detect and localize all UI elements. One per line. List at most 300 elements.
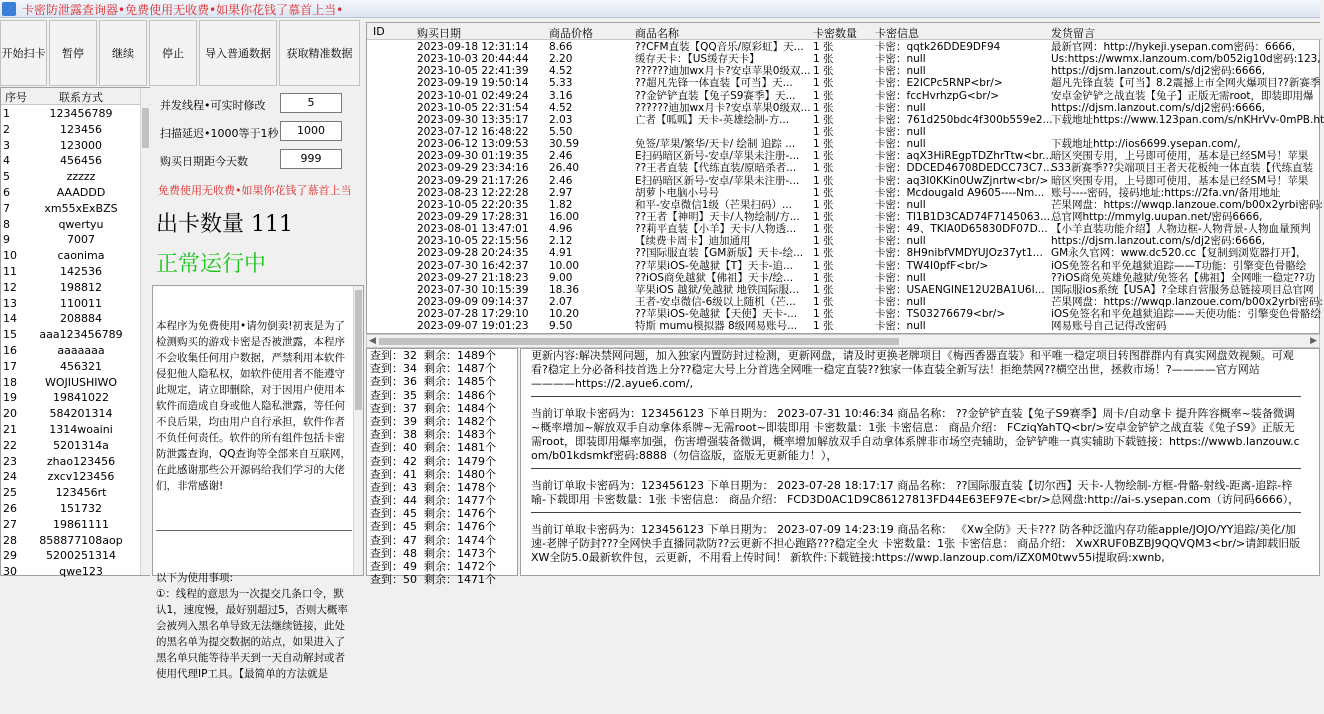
cell-quantity: 1 张 [813,162,834,175]
remaining-count: 剩余：1472个 [424,560,496,573]
row-contact: 151732 [60,501,102,515]
cell-card-info: 卡密：DDCED46708DEDCC73C7... [875,162,1053,175]
threads-input[interactable]: 5 [280,93,342,113]
notes-divider [156,530,352,531]
remaining-count: 剩余：1484个 [424,401,496,415]
found-count: 查到：43 [370,480,417,494]
cell-product: ??王者直装【代练直装/原暗杀者... [635,162,797,175]
row-index: 16 [3,343,17,357]
row-contact: caonima [57,249,105,263]
row-contact: 123456rt [55,486,107,500]
cell-date: 2023-09-19 19:50:14 [417,77,529,90]
column-header-date[interactable]: 购买日期 [417,27,461,40]
table-row[interactable] [367,41,1321,53]
list-item [367,494,517,507]
cell-card-info: 卡密：null [875,235,926,248]
cell-price: 18.36 [549,283,580,296]
row-contact: 208884 [60,312,102,326]
cell-date: 2023-09-30 13:35:17 [417,113,529,126]
table-row[interactable] [1,327,141,343]
cell-message: Us:https://wwmx.lanzoum.com/b052ig10d密码:123, [1051,53,1321,66]
row-index: 29 [3,549,17,563]
cell-product: ??iOS商免越狱【佛祖】天卡/绘... [635,271,794,284]
cell-message: GM永久官网：www.dc520.cc【复制到浏览器打开】， [1051,247,1307,260]
notes-panel[interactable] [152,285,364,680]
pause-button[interactable]: 暂停 [49,20,97,86]
cell-date: 2023-09-09 09:14:37 [417,295,529,308]
cell-date: 2023-06-12 13:09:53 [417,138,529,151]
column-header-index[interactable]: 序号 [5,91,27,104]
cell-quantity: 1 张 [813,174,834,187]
cell-message: https://djsm.lanzout.com/s/dj2密码:6666, [1051,235,1266,248]
table-row[interactable] [367,223,1321,235]
cell-date: 2023-07-12 16:48:22 [417,125,529,138]
cell-card-info: 卡密：USAENGINE12U2BA1U6I... [875,283,1045,296]
list-item [367,415,517,428]
table-row[interactable] [367,260,1321,272]
remaining-count: 剩余：1482个 [424,414,496,428]
cell-card-info: 卡密：null [875,53,926,66]
cell-price: 4.96 [549,223,573,236]
found-count: 查到：47 [370,533,417,547]
row-index: 7 [3,201,10,215]
cell-price: 5.33 [549,77,573,90]
cell-date: 2023-10-05 22:20:35 [417,198,529,211]
table-row[interactable] [367,90,1321,102]
scroll-right-icon[interactable]: ▶ [1310,336,1317,346]
cell-card-info: 卡密：fccHvrhzpG<br/> [875,89,1000,102]
settings-panel [152,87,364,287]
table-row[interactable] [367,320,1321,332]
cell-message: S33新赛季??尖端项目王者天花板纯一体直装【代练直装 [1051,162,1314,175]
found-count: 查到：40 [370,441,417,455]
cell-message: 暗区突围专用，上号即可使用，基本是已经SM号！苹果 [1051,150,1309,163]
cell-quantity: 1 张 [813,150,834,163]
column-header-price[interactable]: 商品价格 [549,27,593,40]
notes-paragraph-disclaimer: 本程序为免费使用•请勿倒卖!初衷是为了检测购买的游戏卡密是否被泄露，本程序不会收集任何用户数据，严禁利用本软件侵犯他人隐私权，如软件使用者不能遵守此规定，请立即删除，对于因用户使用本软件而造成自身或他人隐私泄露，等任何不良后果，均由用户自行承担，软件作者不负任何责任。软件的所有组件包括卡密防泄露查询，QQ查询等全部来自互联网，在此感谢那些公开源码给我们学习的大佬们，非常感谢! [156,320,352,492]
cell-card-info: 卡密：null [875,125,926,138]
scrollbar-thumb[interactable] [355,290,362,410]
start-scan-button[interactable]: 开始扫卡 [0,20,47,86]
card-count: 出卡数量 111 [156,212,293,237]
remaining-count: 剩余：1487个 [424,362,496,376]
cell-product: ??苹果iOS-免越狱【天使】天卡-... [635,308,798,321]
cell-quantity: 1 张 [813,210,834,223]
table-row[interactable] [367,199,1321,211]
table-row[interactable] [367,162,1321,174]
orders-horizontal-scrollbar[interactable] [366,334,1320,348]
table-row[interactable] [367,211,1321,223]
table-row[interactable] [367,235,1321,247]
cell-quantity: 1 张 [813,101,834,114]
cell-message: 下载地址https://www.123pan.com/s/nKHrVv-0mPB.ht [1051,113,1324,126]
table-row[interactable] [1,564,141,580]
table-row[interactable] [1,438,141,454]
row-contact: 142536 [60,264,102,278]
cell-price: 2.03 [549,113,573,126]
cell-card-info: 卡密：qqtk26DDE9DF94 [875,41,1001,53]
table-row[interactable] [1,343,141,359]
table-row[interactable] [1,454,141,470]
cell-message: 最新官网：http://hykeji.ysepan.com密码：6666, [1051,41,1296,53]
orders-table-body [367,41,1324,333]
cell-quantity: 1 张 [813,295,834,308]
cell-product: 王者-安卓微信-6级以上随机（芒... [635,295,796,308]
table-row[interactable] [1,106,141,122]
list-item [367,560,517,573]
cell-price: 2.20 [549,53,573,66]
progress-log[interactable] [366,348,518,587]
table-row[interactable] [367,138,1321,150]
cell-card-info: 卡密：Mcdougald A9605----Nm... [875,186,1045,199]
cell-card-info: 卡密：TW4I0pfF<br/> [875,259,989,272]
row-contact: 19861111 [53,517,109,531]
scroll-left-icon[interactable]: ◀ [369,336,376,346]
cell-price: 2.46 [549,150,573,163]
table-row[interactable] [367,150,1321,162]
cell-date: 2023-09-29 17:28:31 [417,210,529,223]
remaining-count: 剩余：1480个 [424,467,496,481]
cell-message: iOS免签名和平免越狱追踪——天使功能：引擎变色骨骼绘 [1051,308,1321,321]
order-entry: 当前订单取卡密码为：123456123 下单日期为： 2023-07-09 14:23:19 商品名称： 《Xw全防》天卡??? 防各种泛滥内存功能apple/JOJO/YY追踪/美化/加速-老牌子防封???全网快手直播同款防??云更新不担心跑路???稳定全火 卡密数量：1张 卡密信息： 商品介绍： XwXRUF0BZBJ9QQVQM3<br/>请卸载旧版XW全防5.0最新软件包，云更新，不用看上传时间！ 新软件:下载链接:https://wwp.lanzoup.com/iZX0M0twv55i提取码:xwnb, [531,523,1301,564]
table-row[interactable] [367,296,1321,308]
cell-quantity: 1 张 [813,113,834,126]
notes-text [156,286,352,714]
row-index: 30 [3,565,17,579]
table-row[interactable] [1,469,141,485]
list-item [367,481,517,494]
row-contact: AAADDD [56,185,106,199]
table-row[interactable] [367,175,1321,187]
title-bar [0,0,1320,18]
found-count: 查到：37 [370,401,417,415]
row-index: 24 [3,470,17,484]
cell-message: 下载地址http://ios6699.ysepan.com/, [1051,138,1241,151]
cell-quantity: 1 张 [813,77,834,90]
result-log[interactable] [520,348,1320,576]
orders-table-header [367,23,1321,40]
table-row[interactable] [1,359,141,375]
row-contact: 198812 [60,280,102,294]
cell-quantity: 1 张 [813,259,834,272]
table-row[interactable] [1,422,141,438]
table-row[interactable] [1,169,141,185]
cell-quantity: 1 张 [813,223,834,236]
table-row[interactable] [1,280,141,296]
list-item [367,534,517,547]
list-item [367,349,517,362]
cell-date: 2023-07-30 16:42:37 [417,259,529,272]
scrollbar-thumb[interactable] [142,108,149,148]
log-divider [531,468,1301,469]
table-row[interactable] [1,138,141,154]
list-item [367,455,517,468]
remaining-count: 剩余：1483个 [424,428,496,442]
row-contact: 123000 [60,138,102,152]
found-count: 查到：45 [370,507,417,521]
table-row[interactable] [1,501,141,517]
cell-price: 2.07 [549,295,573,308]
table-row[interactable] [1,533,141,549]
row-contact: 110011 [60,296,102,310]
cell-date: 2023-07-28 17:29:10 [417,308,529,321]
row-contact: qwertyu [58,217,104,231]
cell-product: ??超凡先锋一体直装【可当】天... [635,77,793,90]
contact-list-body [1,106,141,580]
row-contact: aaa123456789 [39,328,123,342]
cell-product: 和平-安卓微信1级（芒果扫码）... [635,198,792,211]
cell-price: 9.50 [549,320,573,333]
remaining-count: 剩余：1471个 [424,573,496,587]
row-contact: 123456 [60,122,102,136]
remaining-count: 剩余：1486个 [424,388,496,402]
column-header-id[interactable]: ID [373,25,385,38]
cell-card-info: 卡密：null [875,320,926,333]
remaining-count: 剩余：1477个 [424,494,496,508]
progress-log-body [367,349,517,586]
row-contact: 858877108aop [39,533,123,547]
row-contact: 584201314 [49,407,113,421]
row-index: 9 [3,233,10,247]
cell-price: 8.66 [549,41,573,53]
cell-quantity: 1 张 [813,247,834,260]
cell-date: 2023-09-29 23:34:16 [417,162,529,175]
found-count: 查到：38 [370,428,417,442]
cell-date: 2023-07-30 10:15:39 [417,283,529,296]
table-row[interactable] [367,187,1321,199]
table-row[interactable] [367,53,1321,65]
table-row[interactable] [367,102,1321,114]
list-item [367,402,517,415]
order-entry: 当前订单取卡密码为：123456123 下单日期为： 2023-07-28 18:17:17 商品名称： ??国际服直装【切尔西】天卡-人物绘制-方框-骨骼-射线-距离-追踪-梓喻-下载即用 卡密数量：1张 卡密信息： 商品介绍： FCD3D0AC1D9C86127813FD44E63EF97E<br/>总网盘:http://ai-s.ysepan.com（访问码6666）， [531,479,1300,506]
free-use-note: 免费使用无收费•如果你花钱了慕首上当 [158,184,352,197]
column-header-message[interactable]: 发货留言 [1051,27,1095,40]
list-item [367,428,517,441]
cell-quantity: 1 张 [813,271,834,284]
fetch-precise-data-button[interactable]: 获取精准数据 [279,20,360,86]
row-index: 17 [3,359,17,373]
remaining-count: 剩余：1478个 [424,480,496,494]
list-item [367,389,517,402]
list-item [367,573,517,586]
cell-message: 超凡先锋直装【可当】8.2震撼上市全网火爆项目??新赛季 [1051,77,1321,90]
table-row[interactable] [1,217,141,233]
cell-card-info: 卡密：aqX3HiREgpTDZhrTtw<br... [875,150,1053,163]
table-row[interactable] [367,247,1321,259]
cell-quantity: 1 张 [813,198,834,211]
cell-card-info: 卡密：TI1B1D3CAD74F7145063... [875,210,1051,223]
row-contact: 5200251314 [46,549,116,563]
table-row[interactable] [367,308,1321,320]
cell-quantity: 1 张 [813,125,834,138]
table-row[interactable] [1,548,141,564]
threads-label: 并发线程•可实时修改 [160,99,266,112]
cell-message: https://djsm.lanzout.com/s/dj2密码:6666, [1051,101,1266,114]
cell-product: E扫码暗区新号-安卓/苹果未注册-... [635,150,800,163]
table-row[interactable] [367,272,1321,284]
row-index: 10 [3,249,17,263]
cell-price: 2.97 [549,186,573,199]
row-contact: 7007 [67,233,95,247]
cell-card-info: 卡密：null [875,65,926,78]
cell-message: 【小羊直装功能介绍】人物边框-人物背景-人物血量预判 [1051,223,1311,236]
table-row[interactable] [367,77,1321,89]
list-item [367,362,517,375]
cell-price: 10.20 [549,308,580,321]
cell-message: 芒果网盘：https://wwqp.lanzoue.com/b00x2yrbi密码: [1051,198,1323,211]
row-contact: 123456789 [49,107,113,120]
remaining-count: 剩余：1485个 [424,375,496,389]
cell-card-info: 卡密：aq3I0KKin0UwZjnrtw<br/> [875,174,1049,187]
column-header-contact[interactable]: 联系方式 [59,91,103,104]
list-item [367,507,517,520]
cell-card-info: 卡密：null [875,271,926,284]
cell-message: 网易账号自己记得改密码 [1051,320,1167,333]
found-count: 查到：35 [370,388,417,402]
cell-price: 4.52 [549,101,573,114]
table-row[interactable] [1,517,141,533]
days-label: 购买日期距今天数 [160,155,248,168]
cell-message: 总官网http://mmylg.uupan.net/密码6666, [1051,210,1263,223]
cell-price: 4.91 [549,247,573,260]
table-row[interactable] [1,485,141,501]
list-item [367,468,517,481]
table-row[interactable] [367,113,1324,126]
window-title: 卡密防泄露查询器•免费使用无收费•如果你花钱了慕首上当• [22,3,344,17]
table-row[interactable] [1,375,141,391]
cell-card-info: 卡密：null [875,138,926,151]
notes-scrollbar[interactable] [353,286,363,575]
found-count: 查到：49 [370,560,417,573]
cell-price: 16.00 [549,210,580,223]
cell-price: 2.12 [549,235,573,248]
row-index: 14 [3,312,17,326]
cell-quantity: 1 张 [813,308,834,321]
delay-input[interactable]: 1000 [280,121,342,141]
cell-card-info: 卡密：null [875,295,926,308]
table-row[interactable] [1,153,141,169]
found-count: 查到：39 [370,414,417,428]
cell-product: E扫码暗区新号-安卓/苹果未注册-... [635,174,800,187]
found-count: 查到：48 [370,546,417,560]
cell-price: 10.00 [549,259,580,272]
row-index: 22 [3,438,17,452]
cell-card-info: 卡密：E2ICPc5RNP<br/> [875,77,1003,90]
table-row[interactable] [1,232,141,248]
days-input[interactable]: 999 [280,149,342,169]
contact-list-scrollbar[interactable] [140,88,150,575]
cell-date: 2023-10-05 22:41:39 [417,65,529,78]
table-row[interactable] [1,390,141,406]
column-header-quantity[interactable]: 卡密数量 [813,27,857,40]
scrollbar-thumb[interactable] [379,338,899,345]
resume-button[interactable]: 继续 [99,20,147,86]
cell-date: 2023-09-30 01:19:35 [417,150,529,163]
row-index: 20 [3,407,17,421]
cell-date: 2023-10-01 02:49:24 [417,89,529,102]
cell-price: 26.40 [549,162,580,175]
table-row[interactable] [1,122,141,138]
cell-date: 2023-09-18 12:31:14 [417,41,529,53]
remaining-count: 剩余：1489个 [424,349,496,362]
table-row[interactable] [1,264,141,280]
row-index: 3 [3,138,10,152]
toolbar [0,20,364,86]
cell-product: 免签/苹果/繁华/天卡/ 绘制 追踪 ... [635,138,796,151]
found-count: 查到：44 [370,494,417,508]
cell-date: 2023-09-28 20:24:35 [417,247,529,260]
table-row[interactable] [1,311,141,327]
notes-paragraph-usage: 以下为使用事项: ①：线程的意思为一次提交几条口令，默认1，速度慢，最好别超过5，否则大概率会被列入黑名单导致无法继续链接，此处的黑名单为提交数据的站点，如果进入了黑名单只能等待半天到一天自动解封或者使用代理IP工具。【最简单的方法就是 [156,572,348,680]
found-count: 查到：50 [370,573,417,587]
cell-date: 2023-09-27 21:18:23 [417,271,529,284]
row-contact: 456456 [60,154,102,168]
cell-product: 【续费卡周卡】迪加通用 [635,235,751,248]
stop-button[interactable]: 停止 [149,20,197,86]
cell-message: 安卓金铲铲之战直装【兔子】正版无需root，即装即用爆 [1051,89,1314,102]
table-row[interactable] [1,296,141,312]
update-notice: 更新内容:解决禁网问题，加入独家内置防封过检测，更新网盘，请及时更换老牌项目《梅西香器直装》和平唯一稳定项目转图群群内有真实网盘效视频。可观看?稳定上分必备科技首选上分??稳定大号上分首选全网唯一稳定直装??独家一体直装全新写法！拒绝禁网??横空出世，拯救市场！?————官方网站————https://2.ayue6.com/, [531,349,1294,390]
row-index: 18 [3,375,17,389]
table-row[interactable] [367,126,1321,138]
cell-date: 2023-10-05 22:15:56 [417,235,529,248]
contact-list[interactable] [0,87,150,579]
found-count: 查到：45 [370,520,417,534]
cell-quantity: 1 张 [813,235,834,248]
remaining-count: 剩余：1479个 [424,454,496,468]
table-row[interactable] [1,406,141,422]
remaining-count: 剩余：1473个 [424,546,496,560]
contact-list-header [1,88,151,105]
import-data-button[interactable]: 导入普通数据 [199,20,277,86]
table-row[interactable] [367,65,1321,77]
row-index: 4 [3,154,10,168]
cell-product: 胡萝卜电脑小号号 [635,186,719,199]
table-row[interactable] [1,185,141,201]
cell-price: 9.00 [549,271,573,284]
table-row[interactable] [1,248,141,264]
cell-quantity: 1 张 [813,320,834,333]
cell-quantity: 1 张 [813,53,834,66]
result-log-body [531,349,1301,565]
order-entry: 当前订单取卡密码为：123456123 下单日期为： 2023-07-31 10:46:34 商品名称： ??金铲铲直装【兔子S9赛季】周卡/自动拿卡 提升阵容概率~装备微调~概率增加~解放双手自动拿体系牌~无需root~即装即用 卡密数量：1张 卡密信息： 商品介绍： FCziqYahTQ<br/>安卓金铲铲之战直装《兔子S9》正版无需root，即装即用爆率加强，伤害增强装备微调，概率增加解放双手自动拿体系牌非市场空壳辅助，金铲铲唯一真实辅助下载链接：https://wwwb.lanzouw.com/b01kdsmkf密码:8888（勿信盗版，盗版无更新能力！）， [531,407,1300,462]
cell-price: 3.16 [549,89,573,102]
cell-card-info: 卡密：TS03276679<br/> [875,308,1006,321]
log-divider [531,396,1301,397]
cell-price: 2.46 [549,174,573,187]
cell-price: 1.82 [549,198,573,211]
row-index: 11 [3,264,17,278]
row-index: 28 [3,533,17,547]
cell-product: ??CFM直装【QQ音乐/原彩虹】天... [635,41,804,53]
cell-quantity: 1 张 [813,186,834,199]
table-row[interactable] [367,284,1321,296]
cell-price: 4.52 [549,65,573,78]
column-header-card-info[interactable]: 卡密信息 [875,27,919,40]
row-index: 19 [3,391,17,405]
cell-product: ??国际服直装【GM新版】天卡-绘... [635,247,804,260]
cell-product: ??????迪加wx月卡?安卓苹果0级双... [635,65,811,78]
column-header-product[interactable]: 商品名称 [635,27,679,40]
delay-label: 扫描延迟•1000等于1秒 [160,127,279,140]
cell-price: 5.50 [549,125,573,138]
cell-date: 2023-10-05 22:31:54 [417,101,529,114]
cell-product: 苹果iOS 越狱/免越狱 地铁国际服... [635,283,800,296]
list-item [367,547,517,560]
orders-table[interactable] [366,22,1324,334]
cell-quantity: 1 张 [813,89,834,102]
table-row[interactable] [1,201,141,217]
